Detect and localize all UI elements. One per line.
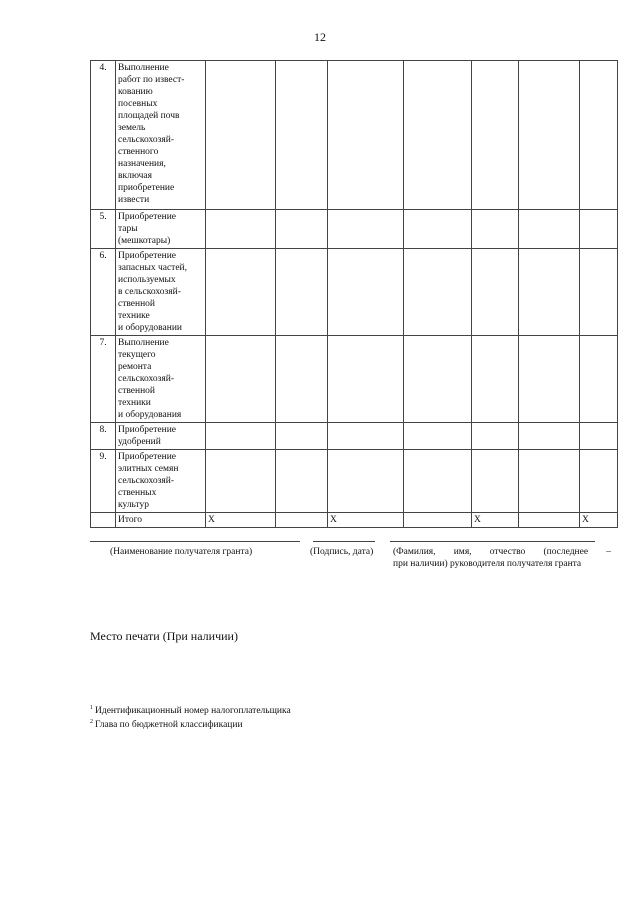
table-cell <box>519 249 580 336</box>
signature-date-caption: (Подпись, дата) <box>310 547 374 557</box>
footnote <box>90 703 291 717</box>
signature-line <box>313 541 375 542</box>
table-cell <box>519 423 580 450</box>
table-cell <box>276 249 328 336</box>
table-cell <box>580 249 618 336</box>
table-cell <box>206 249 276 336</box>
table-cell <box>206 423 276 450</box>
row-number: 5. <box>91 210 116 249</box>
table-cell <box>276 210 328 249</box>
table-row-total <box>91 513 618 528</box>
recipient-name-caption: (Наименование получателя гранта) <box>110 547 253 557</box>
head-name-caption-line2: при наличии) руководителя получателя гранта <box>393 559 582 569</box>
table-cell <box>328 249 404 336</box>
table-cell <box>206 210 276 249</box>
table-row <box>91 61 618 210</box>
row-number: 6. <box>91 249 116 336</box>
row-number: 8. <box>91 423 116 450</box>
footnote-mark: 1 <box>90 705 93 711</box>
table-cell <box>472 249 519 336</box>
table-cell <box>519 336 580 423</box>
row-number: 9. <box>91 450 116 513</box>
table-cell <box>328 210 404 249</box>
expense-name: Выполнение работ по извест- кованию посевных площадей почв земель сельскохозяй- ственного назначения, включая приобретение извести <box>116 61 206 210</box>
head-name-caption-line1: (Фамилия, имя, отчество (последнее – <box>393 547 611 557</box>
table-cell <box>328 423 404 450</box>
table-cell <box>328 61 404 210</box>
expense-name: Выполнение текущего ремонта сельскохозяй- ственной техники и оборудования <box>116 336 206 423</box>
table-cell <box>580 210 618 249</box>
table-cell <box>404 249 472 336</box>
row-number: 4. <box>91 61 116 210</box>
footnote-text: Идентификационный номер налогоплательщика <box>95 706 291 717</box>
page-number: 12 <box>314 30 326 44</box>
table-row <box>91 249 618 336</box>
table-cell <box>206 450 276 513</box>
table-cell <box>276 423 328 450</box>
total-label: Итого <box>116 513 206 528</box>
expense-name: Приобретение элитных семян сельскохозяй- ственных культур <box>116 450 206 513</box>
table-cell: X <box>472 513 519 528</box>
table-row <box>91 210 618 249</box>
expense-name: Приобретение запасных частей, используемых в сельскохозяй- ственной технике и оборудовании <box>116 249 206 336</box>
head-name-line <box>390 541 595 542</box>
table-cell <box>328 336 404 423</box>
head-name-caption <box>393 546 611 570</box>
recipient-name-line <box>90 541 300 542</box>
table-cell <box>580 61 618 210</box>
table-cell <box>580 450 618 513</box>
table-cell <box>580 423 618 450</box>
seal-place-label: Место печати (При наличии) <box>90 629 238 643</box>
row-number <box>91 513 116 528</box>
table-cell: X <box>580 513 618 528</box>
grant-expenses-table <box>90 60 618 528</box>
footnote-mark: 2 <box>90 719 93 726</box>
footnotes <box>90 703 291 731</box>
table-cell <box>519 450 580 513</box>
table-cell <box>276 336 328 423</box>
table-cell <box>472 210 519 249</box>
table-cell <box>206 61 276 210</box>
table-row <box>91 450 618 513</box>
table-cell <box>404 513 472 528</box>
table-cell <box>276 61 328 210</box>
table-cell <box>472 61 519 210</box>
expense-name: Приобретение удобрений <box>116 423 206 450</box>
table-cell <box>404 450 472 513</box>
table-cell <box>404 423 472 450</box>
table-cell <box>276 513 328 528</box>
table-cell <box>580 336 618 423</box>
table-cell <box>472 336 519 423</box>
table-cell: X <box>206 513 276 528</box>
table-cell: X <box>328 513 404 528</box>
table-cell <box>472 423 519 450</box>
table-cell <box>472 450 519 513</box>
table-cell <box>519 210 580 249</box>
table-row <box>91 423 618 450</box>
table-cell <box>519 61 580 210</box>
footnote-text: Глава по бюджетной классификации <box>95 720 243 731</box>
table-row <box>91 336 618 423</box>
table-cell <box>276 450 328 513</box>
table-cell <box>206 336 276 423</box>
footnote <box>90 717 291 731</box>
row-number: 7. <box>91 336 116 423</box>
table-cell <box>404 61 472 210</box>
table-cell <box>328 450 404 513</box>
table-cell <box>519 513 580 528</box>
table-cell <box>404 336 472 423</box>
expense-name: Приобретение тары (мешкотары) <box>116 210 206 249</box>
table-cell <box>404 210 472 249</box>
